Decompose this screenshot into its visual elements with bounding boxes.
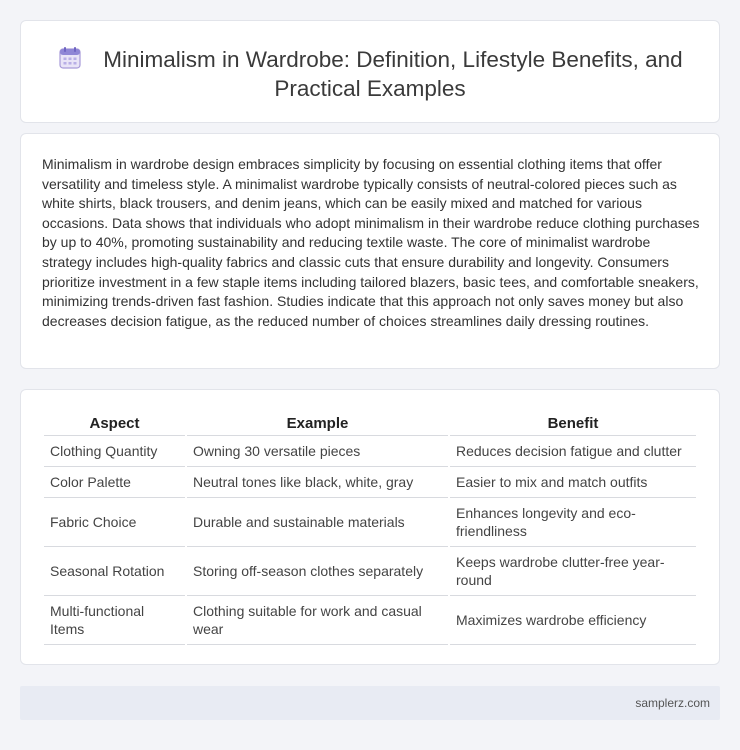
page-title-text: Minimalism in Wardrobe: Definition, Lifestyle Benefits, and Practical Examples (103, 47, 683, 101)
cell-example: Storing off-season clothes separately (187, 547, 448, 596)
cell-benefit: Enhances longevity and eco-friendliness (450, 498, 696, 547)
header-example: Example (187, 412, 448, 436)
table-row (44, 498, 696, 547)
footer-site-link[interactable]: samplerz.com (635, 696, 710, 710)
calendar-icon (57, 45, 83, 71)
cell-aspect: Color Palette (44, 467, 185, 498)
page-title (21, 45, 719, 103)
cell-aspect: Clothing Quantity (44, 436, 185, 467)
comparison-table (42, 412, 698, 645)
table-row (44, 547, 696, 596)
cell-benefit: Reduces decision fatigue and clutter (450, 436, 696, 467)
cell-example: Clothing suitable for work and casual wear (187, 596, 448, 645)
table-row (44, 436, 696, 467)
cell-benefit: Easier to mix and match outfits (450, 467, 696, 498)
table-card (20, 389, 720, 665)
table-row (44, 467, 696, 498)
cell-benefit: Keeps wardrobe clutter-free year-round (450, 547, 696, 596)
footer (20, 686, 720, 720)
cell-example: Owning 30 versatile pieces (187, 436, 448, 467)
table-header-row (44, 412, 696, 436)
cell-example: Durable and sustainable materials (187, 498, 448, 547)
cell-aspect: Seasonal Rotation (44, 547, 185, 596)
cell-aspect: Multi-functional Items (44, 596, 185, 645)
header-aspect: Aspect (44, 412, 185, 436)
cell-aspect: Fabric Choice (44, 498, 185, 547)
title-card (20, 20, 720, 123)
intro-paragraph: Minimalism in wardrobe design embraces simplicity by focusing on essential clothing items that offer versatility and timeless style. A minimalist wardrobe typically consists of neutral-colored pieces such as white shirts, black trousers, and denim jeans, which can be easily mixed and matched for various occasions. Data shows that individuals who adopt minimalism in their wardrobe reduce clothing purchases by up to 40%, promoting sustainability and reducing textile waste. The core of minimalist wardrobe strategy includes high-quality fabrics and classic cuts that ensure durability and longevity. Consumers prioritize investment in a few staple items including tailored blazers, basic tees, and comfortable sneakers, minimizing trends-driven fast fashion. Studies indicate that this approach not only saves money but also decreases decision fatigue, as the reduced number of choices streamlines daily dressing routines. (42, 156, 700, 329)
table-row (44, 596, 696, 645)
cell-example: Neutral tones like black, white, gray (187, 467, 448, 498)
header-benefit: Benefit (450, 412, 696, 436)
intro-card (20, 133, 720, 369)
cell-benefit: Maximizes wardrobe efficiency (450, 596, 696, 645)
